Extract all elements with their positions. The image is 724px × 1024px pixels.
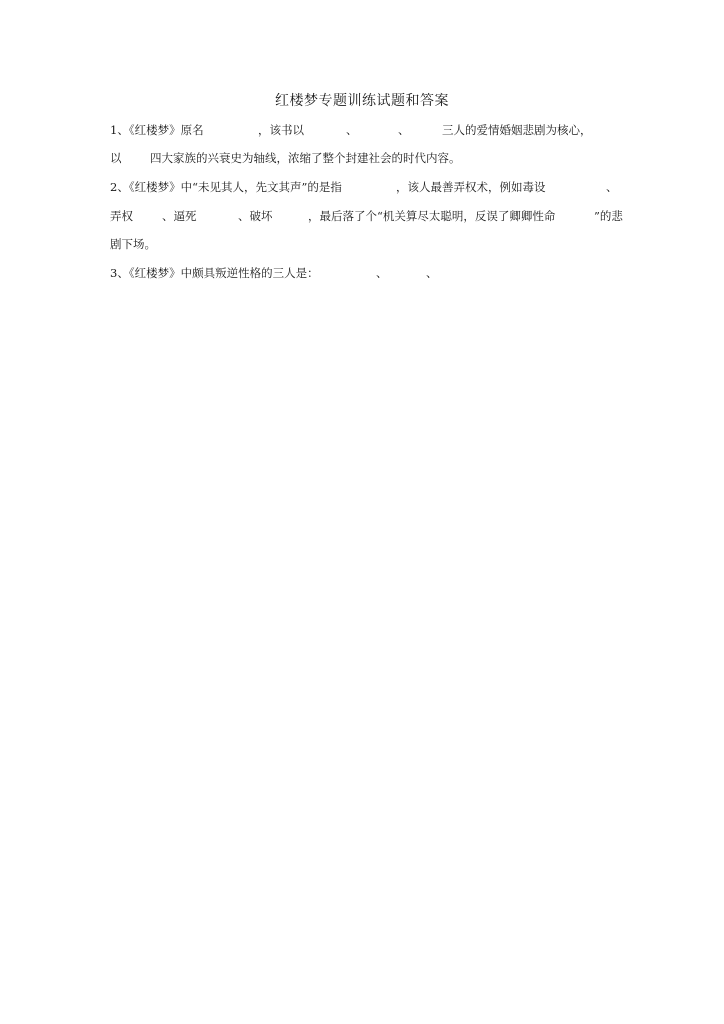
q2-text-b: ，该人最善弄权术，例如毒设	[396, 180, 546, 194]
q1-text-e: 三人的爱情婚姻悲剧为核心，	[442, 123, 592, 137]
q3-text-a: 3、《红楼梦》中颇具叛逆性格的三人是：	[110, 266, 319, 280]
q2-text-f: 、破坏	[238, 209, 273, 223]
q1-text-c: 、	[346, 123, 358, 137]
q2-text-i: 剧下场。	[110, 237, 156, 251]
q3-text-b: 、	[376, 266, 388, 280]
q1-text-b: ，该书以	[258, 123, 304, 137]
q2-text-c: 、	[606, 180, 618, 194]
q1-text-d: 、	[398, 123, 410, 137]
q2-text-g: ，最后落了个“机关算尽太聪明，反误了卿卿性命	[308, 209, 556, 223]
q1-text-f: 以	[110, 151, 122, 165]
q1-text-g: 四大家族的兴衰史为轴线，浓缩了整个封建社会的时代内容。	[150, 151, 461, 165]
q2-text-d: 弄权	[110, 209, 133, 223]
q2-text-h: ”的悲	[594, 209, 623, 223]
q1-text-a: 1、《红楼梦》原名	[110, 123, 204, 137]
q2-text-e: 、逼死	[162, 209, 197, 223]
q2-text-a: 2、《红楼梦》中“未见其人，先文其声”的是指	[110, 180, 342, 194]
q3-text-c: 、	[426, 266, 438, 280]
document-title: 红楼梦专题训练试题和答案	[275, 93, 449, 109]
